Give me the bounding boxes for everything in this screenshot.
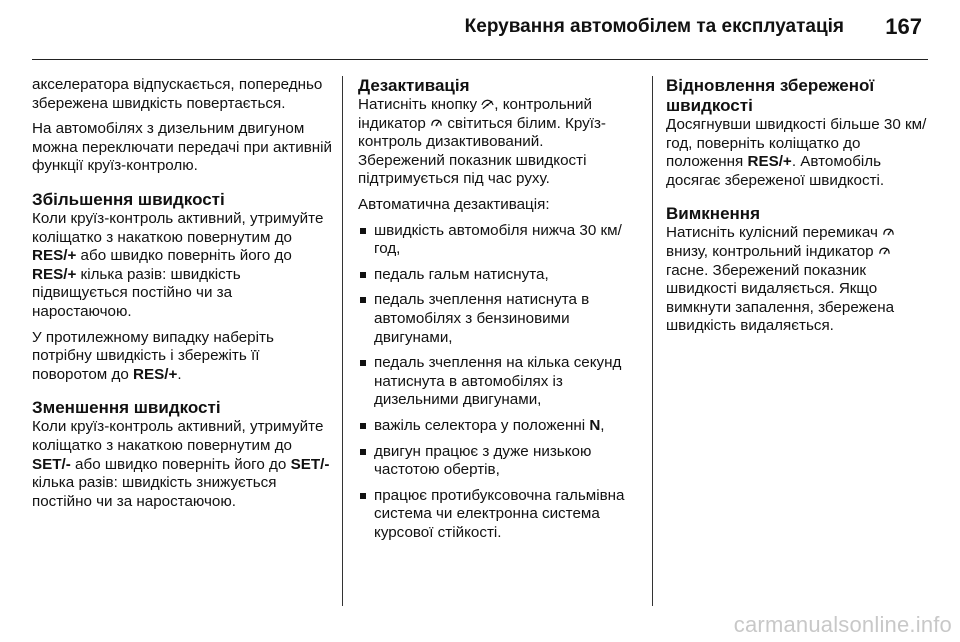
heading-decrease-speed: Зменшення швидкості <box>32 398 221 418</box>
heading-deactivation: Дезактивація <box>358 76 470 95</box>
key-label: N <box>589 416 601 434</box>
column-right <box>666 76 936 343</box>
auto-deactivation-list <box>358 222 634 543</box>
key-label: RES/+ <box>32 247 77 265</box>
paragraph: У протилежному випадку наберіть потрібну швидкість і збережіть її поворотом до RES/+. <box>32 328 274 383</box>
watermark: carmanualsonline.info <box>733 612 952 637</box>
key-label: SET/- <box>290 455 330 473</box>
heading-increase-speed: Збільшення швидкості <box>32 189 225 209</box>
column-divider <box>652 76 653 606</box>
cruise-control-indicator-icon <box>878 245 891 257</box>
list-item: педаль зчеплення на кілька секунд натиснута в автомобілях із дизельними двигунами, <box>358 354 634 410</box>
list-item: педаль зчеплення натиснута в автомобілях з бензиновими двигунами, <box>358 291 634 347</box>
list-item: працює протибуксовочна гальмівна система чи електронна система курсової стійкості. <box>358 487 634 543</box>
list-item: двигун працює з дуже низькою частотою обертів, <box>358 443 634 480</box>
heading-switch-off: Вимкнення <box>666 204 760 224</box>
page-header <box>0 0 960 60</box>
header-title: Керування автомобілем та експлуатація <box>464 16 844 37</box>
paragraph: Досягнувши швидкості більше 30 км/год, поверніть коліщатко до положення RES/+. Автомобіль досягає збереженої швидкості. <box>666 116 927 189</box>
paragraph: Коли круїз-контроль активний, утримуйте коліщатко з накаткою повернутим до SET/- або швидко поверніть його до SET/- кілька разів: швидкість знижується постійно чи за наростаючою. <box>32 418 330 510</box>
list-item: швидкість автомобіля нижча 30 км/год, <box>358 222 634 259</box>
paragraph: акселератора відпускається, попередньо збережена швидкість повертається. <box>32 76 323 112</box>
key-label: SET/- <box>32 455 71 473</box>
key-label: RES/+ <box>747 153 792 171</box>
column-middle <box>358 76 634 549</box>
page-number: 167 <box>885 14 922 39</box>
cruise-control-indicator-icon <box>430 117 443 129</box>
paragraph: Натисніть кнопку , контрольний індикатор світиться білим. Круїз-контроль дизактивований. Збережений показник швидкості підтримується під час руху. <box>358 96 606 188</box>
key-label: RES/+ <box>133 365 178 383</box>
paragraph: Автоматична дезактивація: <box>358 195 550 213</box>
column-left <box>32 76 332 518</box>
cruise-cancel-icon <box>481 98 494 110</box>
column-divider <box>342 76 343 606</box>
paragraph: Натисніть кулісний перемикач внизу, контрольний індикатор гасне. Збережений показник швидкості видаляється. Якщо вимкнути запалення, збережена швидкість видаляється. <box>666 224 895 335</box>
heading-restore-speed: Відновлення збереженої швидкості <box>666 76 875 115</box>
cruise-control-indicator-icon <box>882 226 895 238</box>
paragraph: На автомобілях з дизельним двигуном можна переключати передачі при активній функції круїз-контролю. <box>32 120 333 175</box>
key-label: RES/+ <box>32 265 77 283</box>
list-item: важіль селектора у положенні N, <box>358 417 634 436</box>
header-rule <box>32 59 928 60</box>
paragraph: Коли круїз-контроль активний, утримуйте коліщатко з накаткою повернутим до RES/+ або швидко поверніть його до RES/+ кілька разів: швидкість підвищується постійно чи за наростаючою. <box>32 209 324 320</box>
list-item: педаль гальм натиснута, <box>358 266 634 285</box>
